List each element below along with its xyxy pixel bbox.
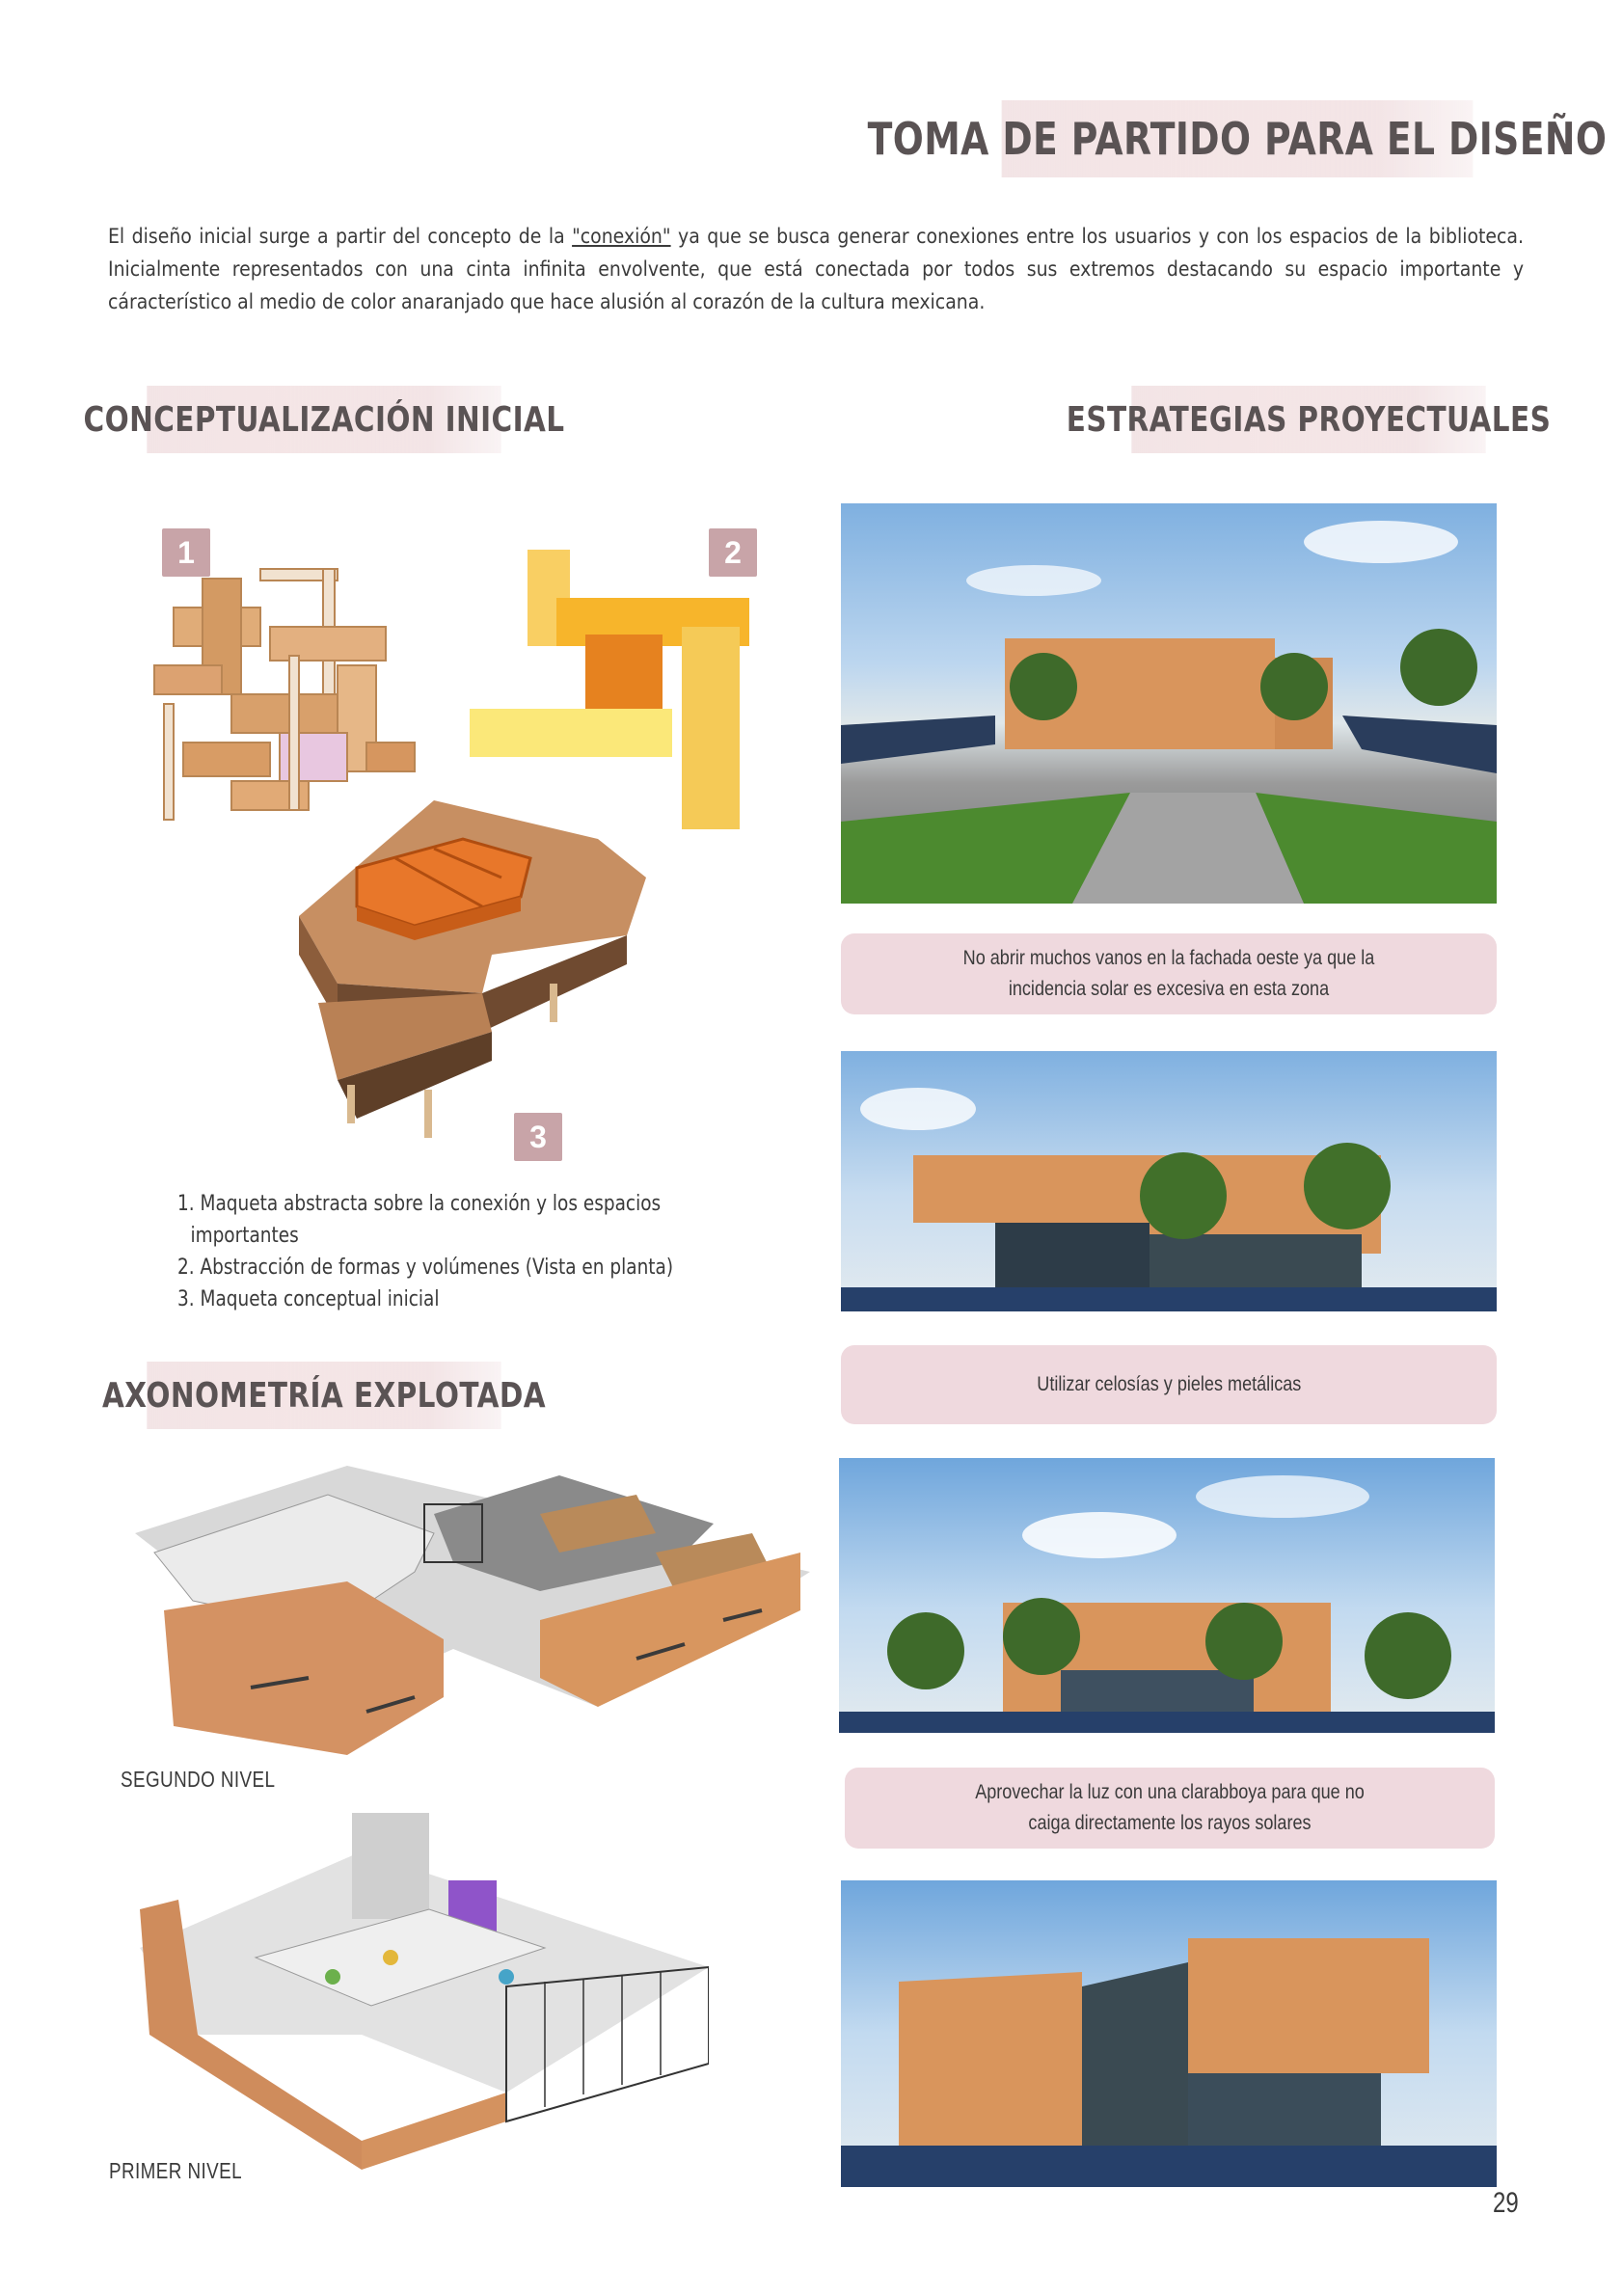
caption-1: 1. Maqueta abstracta sobre la conexión y los espacios: [177, 1192, 662, 1216]
concept-title-banner: [83, 386, 565, 453]
strategy-note-3-text: Aprovechar la luz con una clarabboya para que no caiga directamente los rayos solares: [975, 1781, 1365, 1834]
intro-part-1: El diseño inicial surge a partir del concepto de la: [108, 225, 573, 248]
concept-tag-3: 3: [514, 1113, 562, 1161]
plan-abstraction-illustration: [470, 550, 759, 829]
first-level-axonometry: [140, 1813, 709, 2170]
page-number: 29: [1493, 2187, 1519, 2219]
concept-captions: [177, 1188, 673, 1315]
strategy-note-1: [841, 933, 1497, 1014]
page-title-banner: [867, 100, 1608, 177]
concept-tag-1: 1: [162, 528, 210, 577]
conceptual-model-illustration: [280, 800, 665, 1148]
strategy-note-3: [845, 1768, 1495, 1849]
concept-tag-2: 2: [709, 528, 757, 577]
caption-3: 3. Maqueta conceptual inicial: [177, 1287, 440, 1311]
intro-paragraph: [108, 220, 1524, 318]
second-level-label: SEGUNDO NIVEL: [121, 1767, 276, 1792]
intro-keyword: "conexión": [572, 225, 671, 248]
axonometry-title: AXONOMETRÍA EXPLOTADA: [101, 1375, 547, 1416]
render-west-facade: [841, 1051, 1497, 1311]
strategies-title-banner: [1066, 386, 1552, 453]
axonometry-title-banner: [101, 1362, 547, 1429]
strategy-note-1-text: No abrir muchos vanos en la fachada oeste ya que la incidencia solar es excesiva en esta zona: [962, 947, 1375, 1000]
strategy-note-2-text: Utilizar celosías y pieles metálicas: [1036, 1373, 1301, 1395]
strategies-title: ESTRATEGIAS PROYECTUALES: [1066, 399, 1552, 440]
page-title: TOMA DE PARTIDO PARA EL DISEÑO: [867, 113, 1608, 165]
render-skylight-view: [839, 1458, 1495, 1733]
render-parking-view: [841, 503, 1497, 904]
intro-part-2: ya que se busca generar conexiones entre los usuarios y con los espacios de la biblioteca. Inicialmente representados con una cinta infinita envolvente, que está conectada por todos sus extremos destacando su espacio importante y cáracterístico al medio de color anaranjado que hace alusión al corazón de la cultura mexicana.: [108, 225, 1524, 313]
strategy-note-2: [841, 1345, 1497, 1424]
render-entrance-facade: [841, 1880, 1497, 2187]
caption-1-cont: importantes: [190, 1224, 299, 1248]
first-level-label: PRIMER NIVEL: [109, 2158, 243, 2183]
concept-title: CONCEPTUALIZACIÓN INICIAL: [83, 399, 565, 440]
caption-2: 2. Abstracción de formas y volúmenes (Vista en planta): [177, 1256, 674, 1280]
second-level-axonometry: [135, 1456, 810, 1774]
